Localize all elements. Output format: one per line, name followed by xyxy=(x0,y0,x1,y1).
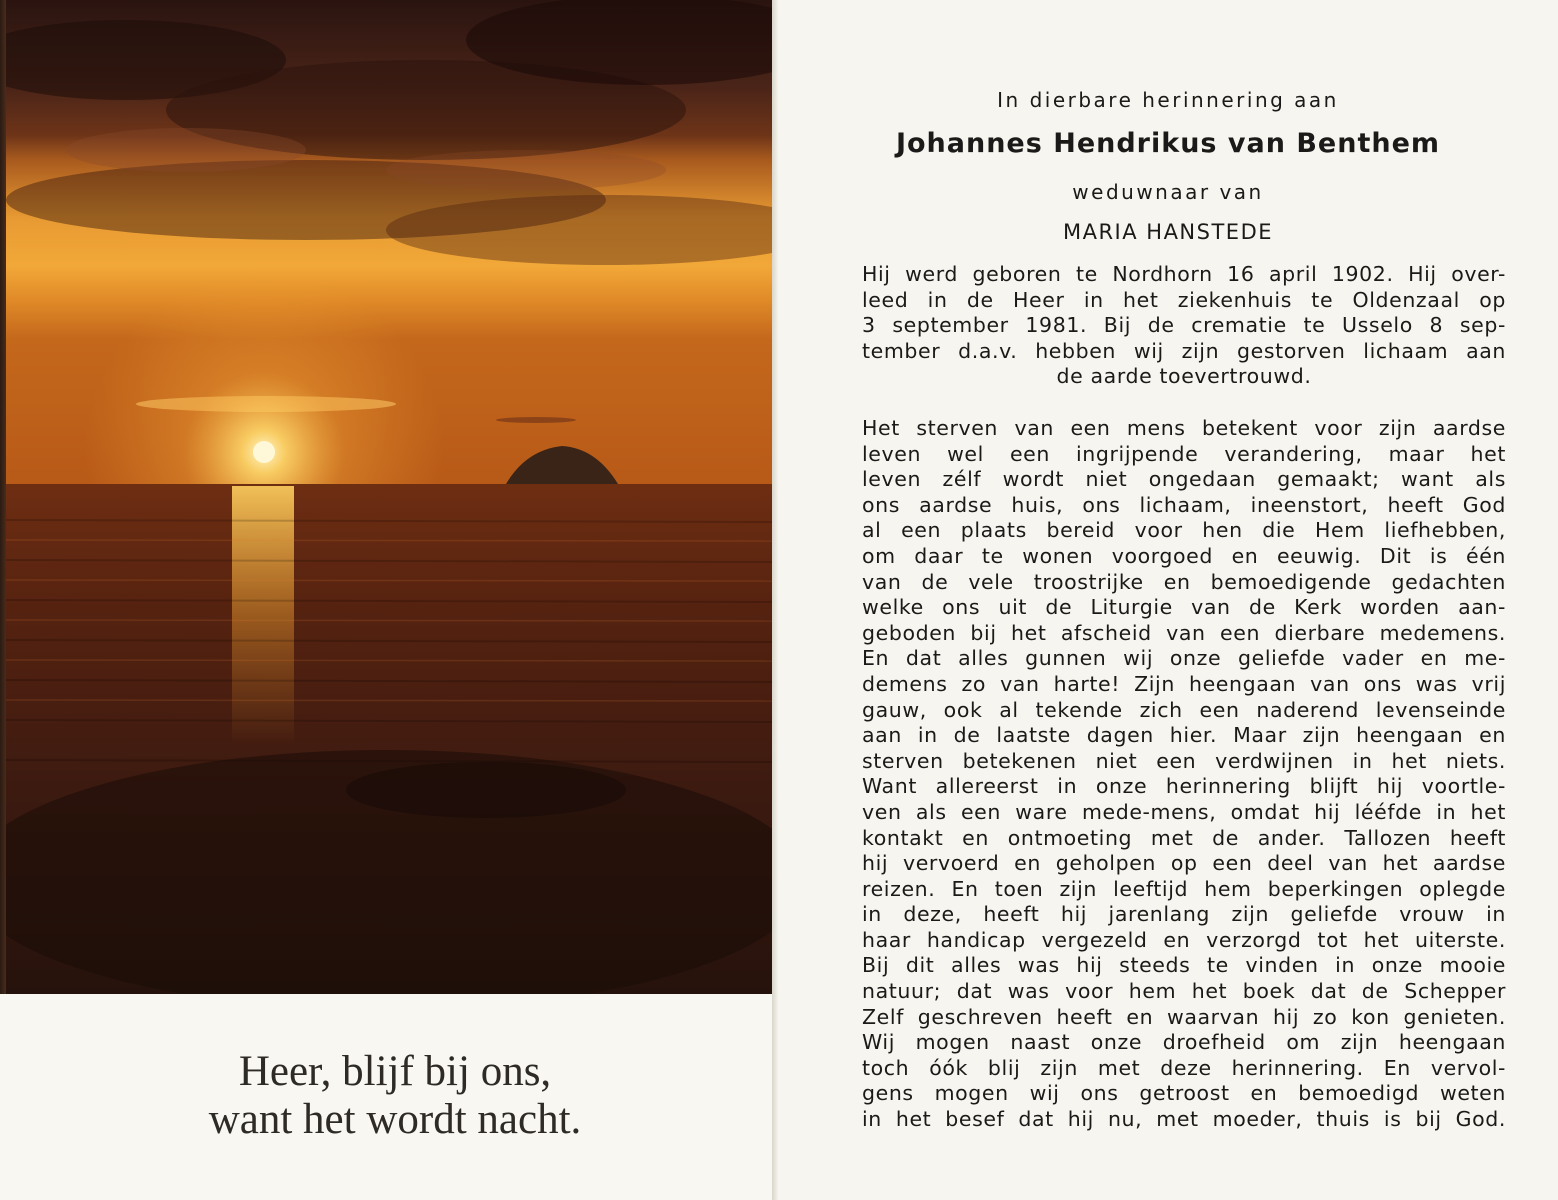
text-line: welke ons uit de Liturgie van de Kerk worden aan- xyxy=(862,595,1506,620)
text-line: hij vervoerd en geholpen op een deel van het aardse xyxy=(862,851,1506,876)
caption-line-1: Heer, blijf bij ons, xyxy=(238,1048,552,1095)
text-line: sterven betekenen niet een verdwijnen in het niets. xyxy=(862,748,1506,773)
text-line: van de vele troostrijke en bemoedigende gedachten xyxy=(862,569,1506,594)
sunset-photo-image xyxy=(6,0,772,994)
sunset-photo xyxy=(6,0,772,994)
text-line: Bij dit alles was hij steeds te vinden in onze mooie xyxy=(862,953,1506,978)
deceased-name: Johannes Hendrikus van Benthem xyxy=(895,128,1441,159)
text-line: haar handicap vergezeld en verzorgd tot het uiterste. xyxy=(862,927,1506,952)
text-line: om daar te wonen voorgoed en eeuwig. Dit is één xyxy=(862,543,1506,568)
text-line: En dat alles gunnen wij onze geliefde vader en me- xyxy=(862,646,1506,671)
text-line: in het besef dat hij nu, met moeder, thuis is bij God. xyxy=(862,1107,1506,1132)
caption-prayer xyxy=(0,1048,790,1144)
text-line: in deze, heeft hij jarenlang zijn geliefde vrouw in xyxy=(862,902,1506,927)
text-line: gens mogen wij ons getroost en bemoedigd weten xyxy=(862,1081,1506,1106)
text-line: leed in de Heer in het ziekenhuis te Oldenzaal op xyxy=(862,287,1506,312)
text-line: aan in de laatste dagen hier. Maar zijn heengaan en xyxy=(862,723,1506,748)
text-line: tember d.a.v. hebben wij zijn gestorven lichaam aan xyxy=(862,338,1506,363)
reflection-paragraph xyxy=(862,416,1506,1133)
text-line: demens zo van harte! Zijn heengaan van ons was vrij xyxy=(862,671,1506,696)
text-line: toch óók blij zijn met deze herinnering. En vervol- xyxy=(862,1055,1506,1080)
text-line: reizen. En toen zijn leeftijd hem beperkingen oplegde xyxy=(862,876,1506,901)
text-line: Wij mogen naast onze droefheid om zijn heengaan xyxy=(862,1030,1506,1055)
biography-paragraph xyxy=(862,262,1506,390)
widower-of: weduwnaar van xyxy=(1072,180,1264,204)
text-line: Hij werd geboren te Nordhorn 16 april 1902. Hij over- xyxy=(862,262,1506,286)
text-line: ven als een ware mede-mens, omdat hij lééfde in het xyxy=(862,799,1506,824)
caption-line-2: want het wordt nacht. xyxy=(208,1096,582,1143)
text-line: geboden bij het afscheid van een dierbare medemens. xyxy=(862,620,1506,645)
text-line: al een plaats bereid voor hen die Hem liefhebben, xyxy=(862,518,1506,543)
text-line: ons aardse huis, ons lichaam, ineenstort, heeft God xyxy=(862,492,1506,517)
text-line: kontakt en ontmoeting met de ander. Tallozen heeft xyxy=(862,825,1506,850)
spouse-name: MARIA HANSTEDE xyxy=(1062,220,1274,244)
left-panel xyxy=(0,0,772,1200)
text-line: leven wel een ingrijpende verandering, maar het xyxy=(862,441,1506,466)
text-line: Zelf geschreven heeft en waarvan hij zo kon genieten. xyxy=(862,1004,1506,1029)
text-line: gauw, ook al tekende zich een naderend levenseinde xyxy=(862,697,1506,722)
text-line: Want allereerst in onze herinnering blijft hij voortle- xyxy=(862,774,1506,799)
text-line: Het sterven van een mens betekent voor zijn aardse xyxy=(862,416,1506,440)
memorial-intro: In dierbare herinnering aan xyxy=(997,88,1339,112)
right-panel xyxy=(778,0,1558,1200)
text-line: leven zélf wordt niet ongedaan gemaakt; want als xyxy=(862,467,1506,492)
text-line: natuur; dat was voor hem het boek dat de Schepper xyxy=(862,979,1506,1004)
text-line: 3 september 1981. Bij de crematie te Usselo 8 sep- xyxy=(862,313,1506,338)
text-line: de aarde toevertrouwd. xyxy=(1056,364,1312,389)
